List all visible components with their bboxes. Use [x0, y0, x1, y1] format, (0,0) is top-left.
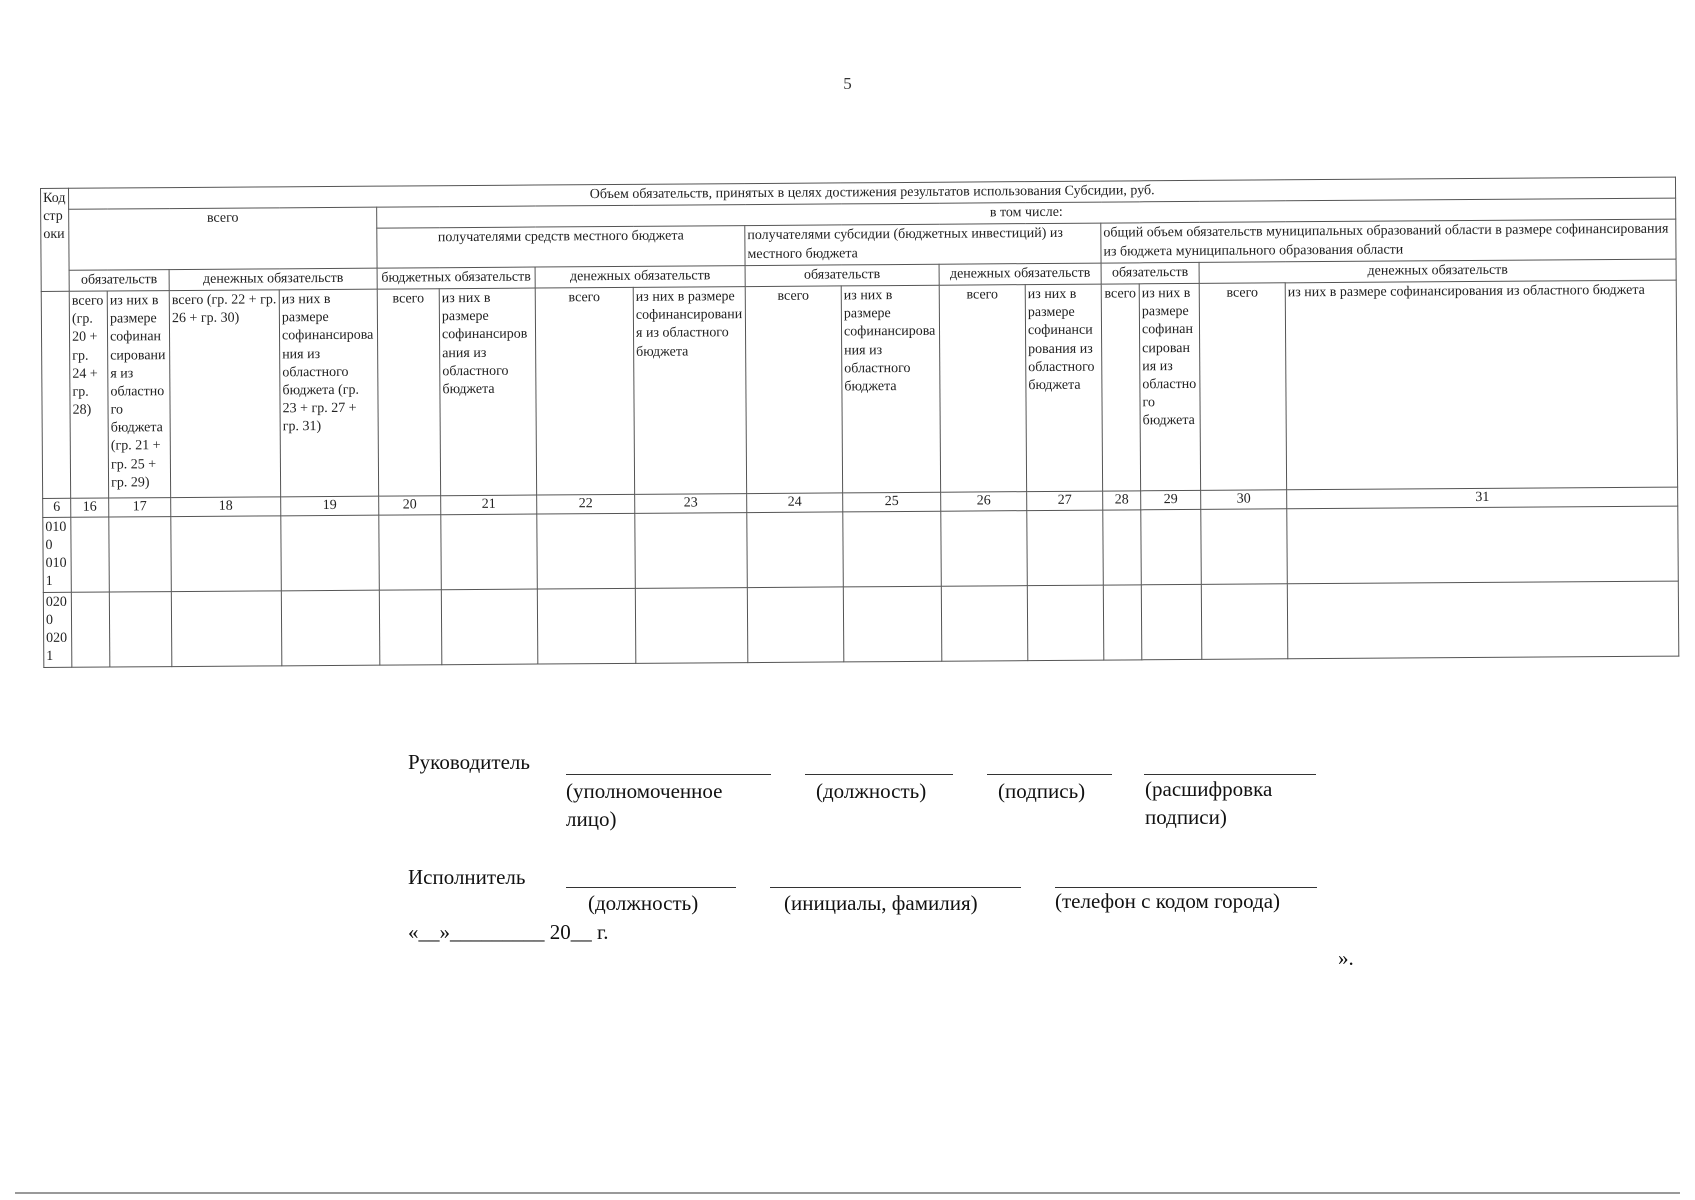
executor-caption-position: (должность): [588, 891, 699, 915]
executor-caption-phone: (телефон с кодом города): [1055, 889, 1281, 913]
row-code: 0100 0101: [43, 517, 72, 592]
head-caption-authorized: (уполномоченное лицо): [566, 779, 723, 831]
data-cell: [537, 513, 636, 589]
data-cell: [71, 592, 110, 667]
data-cell: [281, 590, 380, 666]
leaf-col-29: из них в размере софинансирования из областного бюджета: [1139, 283, 1200, 490]
data-cell: [1103, 585, 1142, 660]
leaf-col-22: всего: [535, 287, 634, 495]
data-cell: [747, 512, 844, 588]
leaf-empty: [41, 291, 70, 498]
leaf-col-27: из них в размере софинансирования из областного бюджета: [1025, 284, 1102, 492]
commitments-table: [40, 177, 1680, 669]
data-cell: [1027, 585, 1104, 661]
head-label: Руководитель: [408, 750, 530, 774]
executor-label: Исполнитель: [408, 865, 526, 889]
executor-caption-name: (инициалы, фамилия): [784, 891, 978, 915]
header-vsego: всего: [69, 207, 377, 270]
leaf-col-25: из них в размере софинансирования из областного бюджета: [841, 285, 940, 493]
group-subsidy-recipients: получателями субсидии (бюджетных инвестиций) из местного бюджета: [745, 223, 1101, 265]
sub-obyaz-subsidy: обязательств: [745, 264, 939, 287]
executor-line-1: [566, 887, 736, 888]
col-number: 24: [747, 493, 843, 513]
head-signature-line-4: [1144, 774, 1316, 775]
col-number: 29: [1141, 490, 1201, 510]
data-cell: [109, 592, 172, 667]
sub-denezh-subsidy: денежных обязательств: [939, 263, 1101, 285]
leaf-col-26: всего: [939, 285, 1026, 493]
col-number: 23: [635, 494, 747, 514]
table-row: [43, 581, 1679, 667]
col-number: 30: [1201, 490, 1287, 510]
data-cell: [171, 516, 282, 592]
sub-obyaz-municipal: обязательств: [1101, 262, 1199, 284]
col-number: 22: [537, 494, 635, 514]
data-cell: [1141, 585, 1202, 660]
head-caption-position: (должность): [816, 779, 927, 803]
head-signature-line-2: [805, 774, 953, 775]
sub-budget-obyaz-local: бюджетных обязательств: [377, 267, 535, 289]
date-line: «__»_________ 20__ г.: [408, 920, 609, 944]
code-header: Код строки: [41, 188, 70, 291]
leaf-col-24: всего: [745, 286, 842, 494]
col-number: 17: [109, 498, 171, 518]
data-cell: [171, 591, 282, 667]
col-number: 18: [171, 497, 281, 517]
data-cell: [71, 517, 110, 592]
data-cell: [1201, 509, 1288, 585]
sub-obyaz-total: обязательств: [69, 269, 169, 291]
leaf-col-28: всего: [1101, 284, 1140, 491]
data-cell: [379, 515, 442, 590]
data-cell: [941, 511, 1028, 587]
data-cell: [843, 511, 942, 587]
head-caption-signature: (подпись): [998, 779, 1086, 803]
data-cell: [1287, 581, 1679, 659]
col-number: 26: [941, 492, 1027, 512]
commitments-table-wrapper: [40, 177, 1668, 668]
group-municipal: общий объем обязательств муниципальных образований области в размере софинансирования из бюджета муниципального образования области: [1101, 219, 1676, 262]
leaf-col-16: всего (гр. 20 + гр. 24 + гр. 28): [69, 291, 108, 498]
leaf-col-31: из них в размере софинансирования из областного бюджета: [1285, 280, 1678, 490]
leaf-col-23: из них в размере софинансирования из областного бюджета: [633, 287, 746, 495]
data-cell: [843, 586, 942, 662]
leaf-col-19: из них в размере софинансирования из областного бюджета (гр. 23 + гр. 27 + гр. 31): [279, 289, 378, 497]
data-cell: [1141, 510, 1202, 585]
leaf-col-17: из них в размере софинансирования из областного бюджета (гр. 21 + гр. 25 + гр. 29): [107, 291, 170, 498]
col-number: 27: [1027, 491, 1103, 511]
data-cell: [379, 590, 442, 665]
data-cell: [1201, 584, 1288, 660]
data-cell: [281, 515, 380, 591]
leaf-col-18: всего (гр. 22 + гр. 26 + гр. 30): [169, 290, 280, 498]
data-cell: [441, 514, 538, 590]
sub-denezh-total: денежных обязательств: [169, 268, 377, 291]
sub-denezh-local: денежных обязательств: [535, 265, 745, 288]
col-number: 16: [71, 498, 109, 517]
data-cell: [941, 586, 1028, 662]
col-number: 21: [441, 495, 537, 515]
sub-denezh-municipal: денежных обязательств: [1199, 259, 1676, 284]
col-number: 20: [379, 496, 441, 516]
col-number: 31: [1287, 487, 1678, 509]
page-number: 5: [843, 74, 852, 93]
col-number: 19: [281, 496, 379, 516]
data-cell: [537, 588, 636, 664]
data-cell: [635, 588, 748, 664]
col-number: 6: [43, 498, 71, 517]
data-cell: [1103, 510, 1142, 585]
leaf-col-20: всего: [377, 289, 440, 496]
data-cell: [109, 517, 172, 592]
head-signature-line-1: [566, 774, 771, 775]
leaf-col-30: всего: [1199, 283, 1286, 491]
group-local-budget: получателями средств местного бюджета: [377, 226, 745, 268]
closing-quote: ».: [1338, 946, 1354, 970]
col-number: 28: [1103, 491, 1141, 510]
page-bottom-rule: [15, 1192, 1680, 1194]
col-number: 25: [843, 492, 941, 512]
data-cell: [1287, 506, 1679, 584]
leaf-col-21: из них в размере софинансирования из областного бюджета: [439, 288, 536, 496]
table-row: [43, 506, 1679, 592]
data-cell: [635, 513, 748, 589]
data-cell: [441, 589, 538, 665]
executor-line-2: [770, 887, 1021, 888]
header-row-5: [41, 280, 1678, 498]
head-signature-line-3: [987, 774, 1112, 775]
row-code: 0200 0201: [43, 592, 72, 667]
head-caption-decoding: (расшифровка подписи): [1145, 777, 1273, 829]
data-cell: [1027, 510, 1104, 586]
main-header: Объем обязательств, принятых в целях достижения результатов использования Субсидии, руб.: [69, 177, 1676, 209]
data-cell: [747, 587, 844, 663]
header-v-tom-chisle: в том числе:: [377, 198, 1676, 228]
